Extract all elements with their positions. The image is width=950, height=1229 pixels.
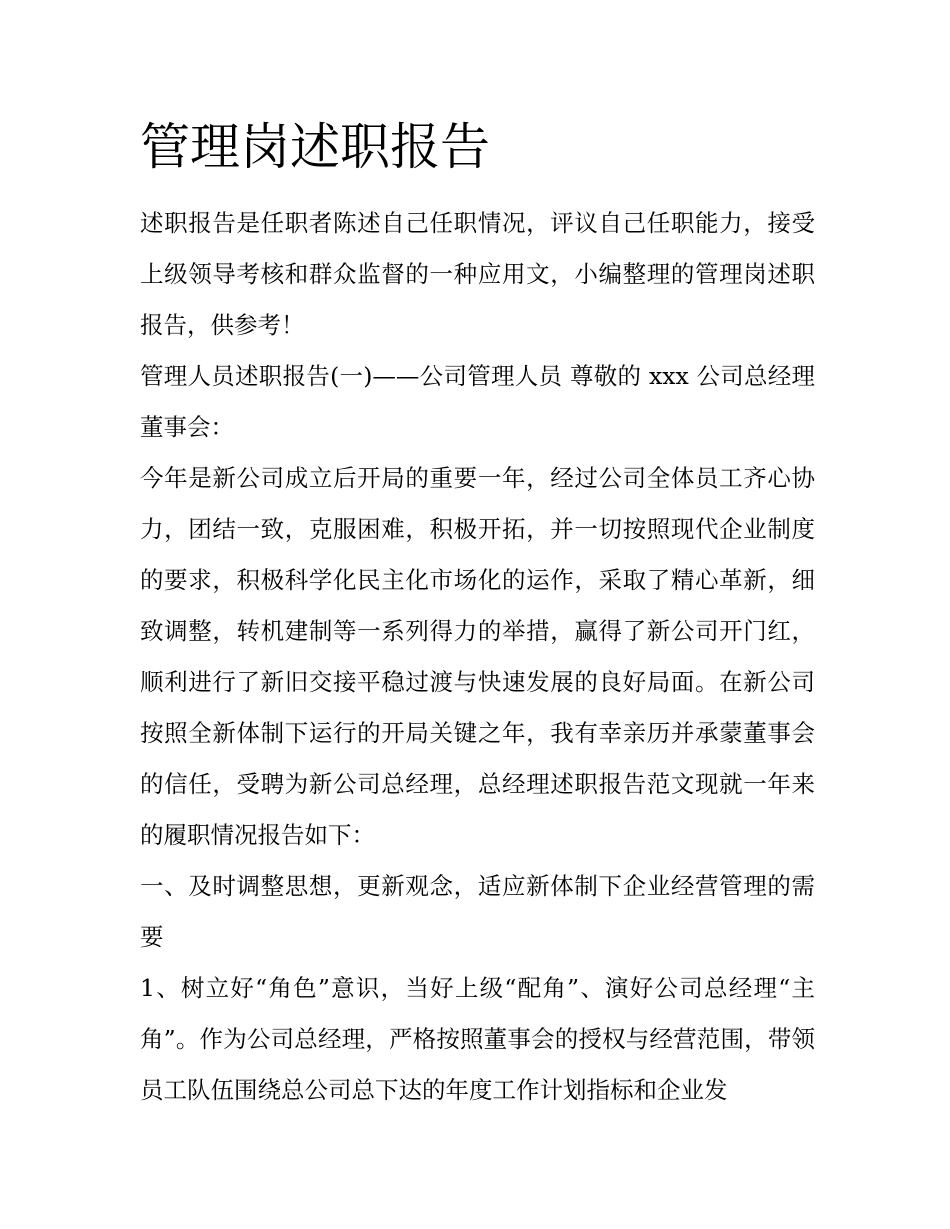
document-body [140,112,815,1116]
paragraph-body: 今年是新公司成立后开局的重要一年，经过公司全体员工齐心协力，团结一致，克服困难，积极开拓，并一切按照现代企业制度的要求，积极科学化民主化市场化的运作，采取了精心革新，细致调整，转机建制等一系列得力的举措，赢得了新公司开门红，顺利进行了新旧交接平稳过渡与快速发展的良好局面。在新公司按照全新体制下运行的开局关键之年，我有幸亲历并承蒙董事会的信任，受聘为新公司总经理，总经理述职报告范文现就一年来的履职情况报告如下： [140,464,815,849]
section-heading: 一、及时调整思想，更新观念，适应新体制下企业经营管理的需要 [140,872,815,951]
paragraph-point-1: 1、树立好“角色”意识，当好上级“配角”、演好公司总经理“主角”。作为公司总经理，严格按照董事会的授权与经营范围，带领员工队伍围绕总公司总下达的年度工作计划指标和企业发 [140,974,815,1104]
paragraph-salutation: 管理人员述职报告(一)——公司管理人员 尊敬的 xxx 公司总经理董事会： [140,362,815,441]
document-title: 管理岗述职报告 [140,118,490,176]
paragraph-intro: 述职报告是任职者陈述自己任职情况，评议自己任职能力，接受上级领导考核和群众监督的一种应用文，小编整理的管理岗述职报告，供参考！ [140,209,815,339]
